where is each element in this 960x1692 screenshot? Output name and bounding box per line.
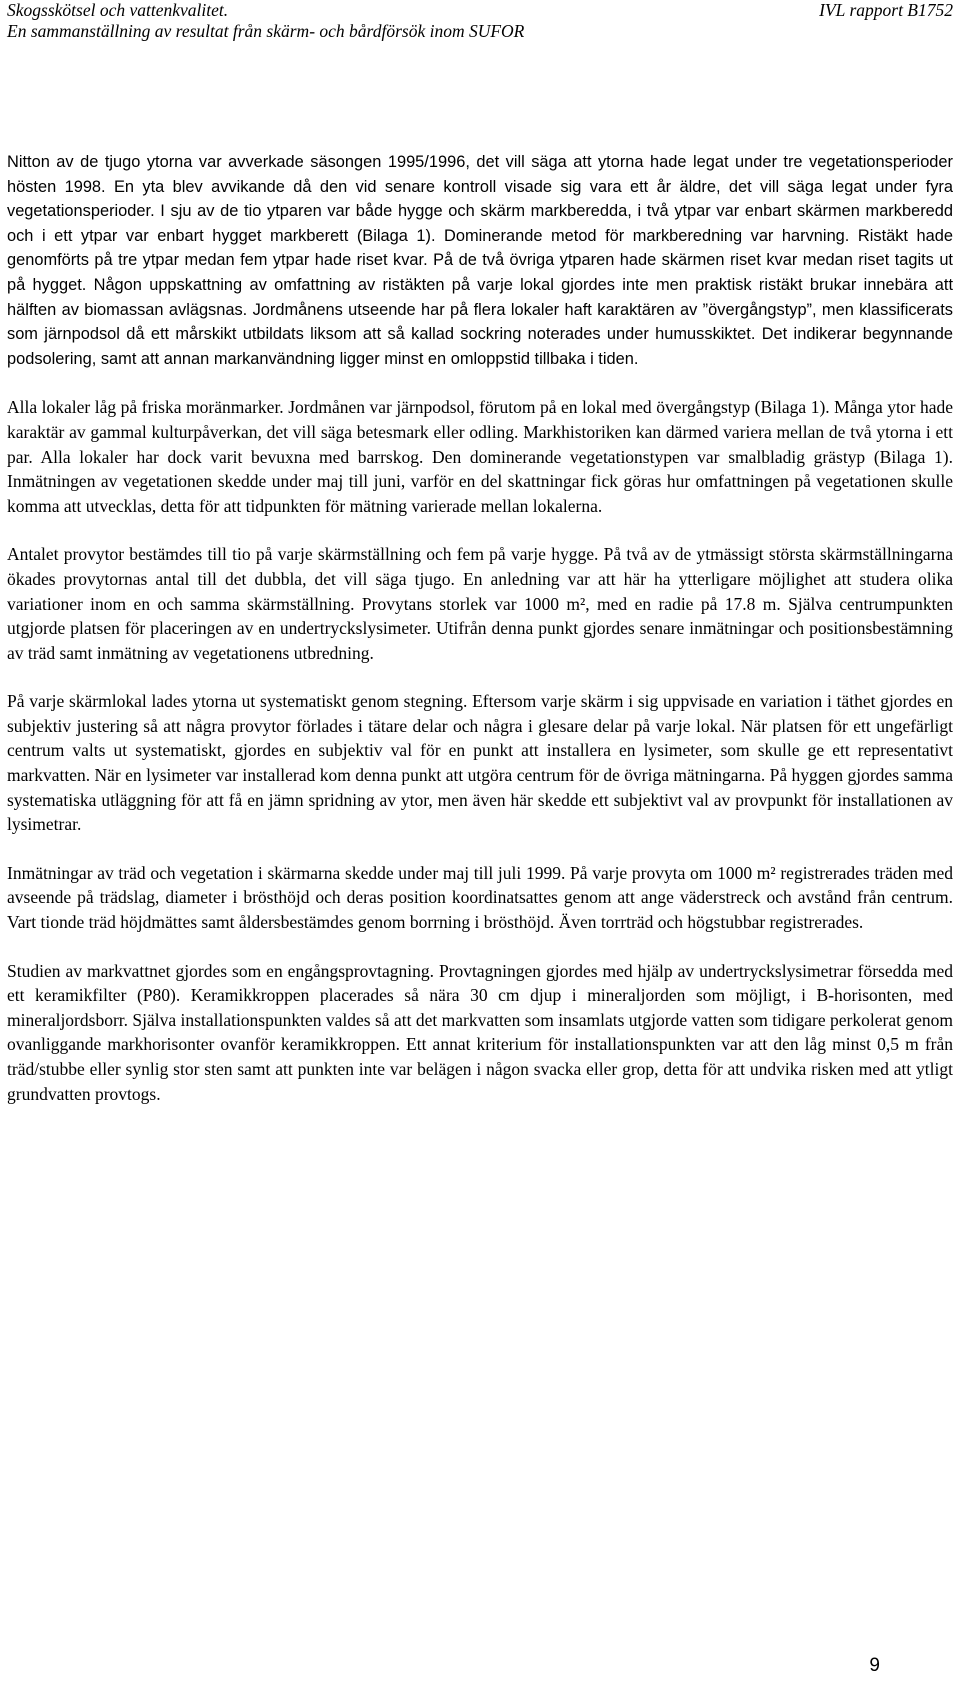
header-title-line2: En sammanställning av resultat från skärm- och bårdförsök inom SUFOR [7, 21, 525, 41]
page-header [7, 0, 953, 42]
paragraph-site-history: Nitton av de tjugo ytorna var avverkade säsongen 1995/1996, det vill säga att ytorna hade legat under tre vegetationsperioder hösten 1998. En yta blev avvikande då den vid senare kontroll visade sig vara ett år äldre, det vill säga legat under fyra vegetationsperioder. I sju av de tio ytparen var både hygge och skärm markberedda, i två ytpar var enbart skärmen markberedd och i ett ytpar var enbart hygget markberett (Bilaga 1). Dominerande metod för markberedning var harvning. Ristäkt hade genomförts på tre ytpar medan fem ytpar hade riset kvar. På de två övriga ytparen hade skärmen riset kvar medan riset tagits ut på hygget. Någon uppskattning av omfattning av ristäkten på varje lokal gjordes inte men praktisk ristäkt brukar innebära att hälften av biomassan avlägsnas. Jordmånens utseende har på flera lokaler haft karaktären av ”övergångstyp”, men klassificerats som järnpodsol då ett mårskikt utbildats liksom att så kallad sockring noterades under humusskiktet. Det indikerar begynnande podsolering, samt att annan markanvändning ligger minst en omloppstid tillbaka i tiden. [7, 153, 953, 368]
page-number: 9 [869, 1655, 880, 1676]
body-text [7, 150, 953, 1130]
paragraph-plots: Antalet provytor bestämdes till tio på varje skärmställning och fem på varje hygge. På två av de ytmässigt största skärmställningarna ökades provytornas antal till det dubbla, det vill säga tjugo. En anledning var att här ha ytterligare möjlighet att studera olika variationer inom en och samma skärmställning. Provytans storlek var 1000 m², med en radie på 17.8 m. Själva centrumpunkten utgjorde platsen för placeringen av en undertryckslysimeter. Utifrån denna punkt gjordes senare inmätningar och positionsbestämning av träd samt inmätning av vegetationens utbredning. [7, 544, 953, 663]
header-title-line1: Skogsskötsel och vattenkvalitet. [7, 0, 229, 20]
header-report-id: IVL rapport B1752 [819, 0, 953, 20]
paragraph-soil-water: Studien av markvattnet gjordes som en engångsprovtagning. Provtagningen gjordes med hjälp av undertryckslysimetrar försedda med ett keramikfilter (P80). Keramikkroppen placerades så nära 30 cm djup i mineraljorden som möjligt, i B-horisonten, med mineraljordsborr. Själva installationspunkten valdes så att det markvatten som insamlats utgjorde vatten som tidigare perkolerat genom ovanliggande markhorisonter ovanför keramikkroppen. Ett annat kriterium för installationspunkten var att den låg minst 0,5 m från träd/stubbe eller synlig stor sten samt att punkten inte var belägen i någon svacka eller grop, detta för att undvika risken med att ytligt grundvatten provtogs. [7, 960, 953, 1104]
paragraph-layout: På varje skärmlokal lades ytorna ut systematiskt genom stegning. Eftersom varje skärm i sig uppvisade en variation i täthet gjordes en subjektiv justering så att några provytor förlades i tätare delar och några i glesare delar på varje lokal. När platsen för ett ungefärligt centrum valts ut systematiskt, gjordes en subjektiv val för en punkt att installera en lysimeter, som skulle ge ett representativt markvatten. När en lysimeter var installerad kom denna punkt att utgöra centrum för de övriga mätningarna. På hyggen gjordes samma systematiska utläggning för att få en jämn spridning av ytor, men även här skedde ett subjektivt val av provpunkt för installationen av lysimetrar. [7, 691, 953, 835]
paragraph-measurements: Inmätningar av träd och vegetation i skärmarna skedde under maj till juli 1999. På varje provyta om 1000 m² registrerades träden med avseende på trädslag, diameter i brösthöjd och deras position koordinatsattes genom att ange väderstreck och avstånd från centrum. Vart tionde träd höjdmättes samt åldersbestämdes genom borrning i brösthöjd. Även torrträd och högstubbar registrerades. [7, 862, 953, 933]
paragraph-soils: Alla lokaler låg på friska moränmarker. Jordmånen var järnpodsol, förutom på en lokal med övergångstyp (Bilaga 1). Många ytor hade karaktär av gammal kulturpåverkan, det vill säga betesmark eller odling. Markhistoriken kan därmed variera mellan de två ytorna i ett par. Alla lokaler har dock varit bevuxna med barrskog. Den dominerande vegetationstypen var smalbladig grästyp (Bilaga 1). Inmätningen av vegetationen skedde under maj till juni, varför en del skattningar fick göras hur omfattningen på vegetationen skulle komma att utvecklas, detta för att tidpunkten för mätning varierade mellan lokalerna. [7, 397, 953, 516]
